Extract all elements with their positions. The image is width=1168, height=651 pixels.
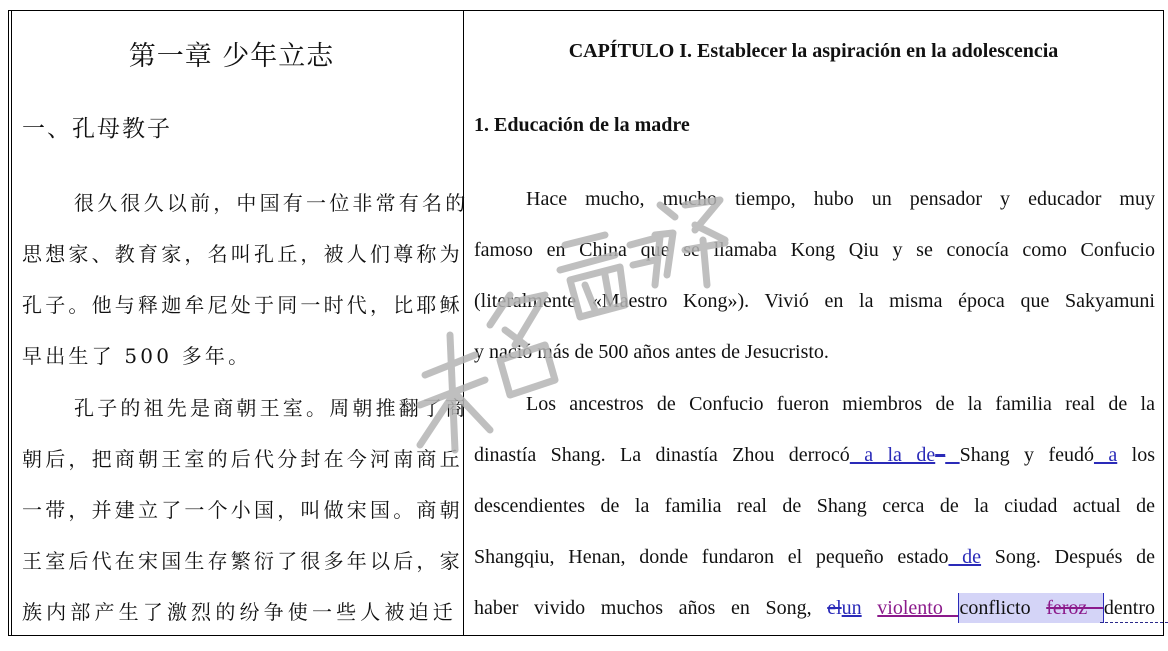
chinese-paragraph-line: 很久很久以前，中国有一位非常有名的 (74, 191, 469, 215)
text-run: los (1117, 444, 1155, 466)
spanish-paragraph-line: descendientes de la familia real de Shang cerca de la ciudad actual de (474, 495, 1155, 517)
tracked-insertion[interactable]: a (1093, 444, 1118, 466)
spanish-paragraph-line: (literalmente «Maestro Kong»). Vivió en la misma época que Sakyamuni (474, 290, 1155, 312)
chinese-paragraph-line: 思想家、教育家，名叫孔丘，被人们尊称为 (22, 242, 463, 266)
tracked-insertion[interactable]: un (841, 597, 862, 619)
spanish-paragraph-line-tracked (474, 546, 1155, 569)
chinese-section-title: 一、孔母教子 (22, 116, 172, 142)
change-balloon-connector (1100, 622, 1168, 623)
table-border-bottom (8, 635, 1164, 636)
text-run: haber vivido muchos años en Song, (474, 597, 828, 619)
tracked-deletion[interactable]: el (827, 597, 842, 619)
spanish-paragraph-line: famoso en China que se llamaba Kong Qiu y se conocía como Confucio (474, 239, 1155, 261)
column-divider (463, 10, 464, 636)
text-run: dentro (1103, 597, 1156, 619)
tracked-deletion[interactable]: – (935, 444, 946, 466)
table-border-top (8, 10, 1164, 11)
table-border-right (1163, 10, 1164, 636)
text-run (862, 597, 878, 619)
spanish-paragraph-line: Hace mucho, mucho tiempo, hubo un pensador y educador muy (526, 188, 1155, 210)
spanish-paragraph-line: y nació más de 500 años antes de Jesucristo. (474, 341, 829, 363)
text-run: dinastía Shang. La dinastía Zhou derrocó (474, 444, 850, 466)
spanish-paragraph-line-tracked (474, 444, 1155, 467)
tracked-insertion[interactable]: de (948, 546, 982, 568)
chinese-paragraph-line: 朝后，把商朝王室的后代分封在今河南商丘 (22, 447, 463, 471)
table-border-left-outer (8, 10, 9, 636)
chinese-paragraph-line: 孔子的祖先是商朝王室。周朝推翻了商 (74, 396, 469, 420)
spanish-paragraph-line: Los ancestros de Confucio fueron miembros de la familia real de la (526, 393, 1155, 415)
chinese-chapter-title: 第一章 少年立志 (128, 41, 335, 72)
selected-highlight[interactable] (958, 593, 1103, 623)
table-border-left-inner (11, 10, 12, 636)
tracked-insertion[interactable] (945, 444, 959, 466)
chinese-paragraph-line: 一带，并建立了一个小国，叫做宋国。商朝 (22, 498, 463, 522)
spanish-paragraph-line-tracked (474, 597, 1155, 620)
chinese-paragraph-line: 族内部产生了激烈的纷争使一些人被迫迁 (22, 600, 456, 624)
spanish-chapter-title: CAPÍTULO I. Establecer la aspiración en la adolescencia (568, 40, 1059, 62)
text-run: Shang y feudó (959, 444, 1094, 466)
chinese-paragraph-line: 孔子。他与释迦牟尼处于同一时代，比耶稣 (22, 293, 463, 317)
watermark-logo-icon (405, 185, 735, 465)
chinese-paragraph-line: 王室后代在宋国生存繁衍了很多年以后，家 (22, 549, 463, 573)
chinese-paragraph-line: 早出生了 500 多年。 (22, 344, 252, 368)
text-run: Song. Después de (981, 546, 1155, 568)
tracked-insertion-moved[interactable]: violento (877, 597, 959, 619)
tracked-deletion-moved[interactable]: feroz (1046, 597, 1103, 619)
spanish-section-title: 1. Educación de la madre (474, 114, 690, 136)
tracked-insertion[interactable]: a la de (849, 444, 936, 466)
text-run: conflicto (959, 597, 1047, 619)
text-run: Shangqiu, Henan, donde fundaron el pequeño estado (474, 546, 949, 568)
